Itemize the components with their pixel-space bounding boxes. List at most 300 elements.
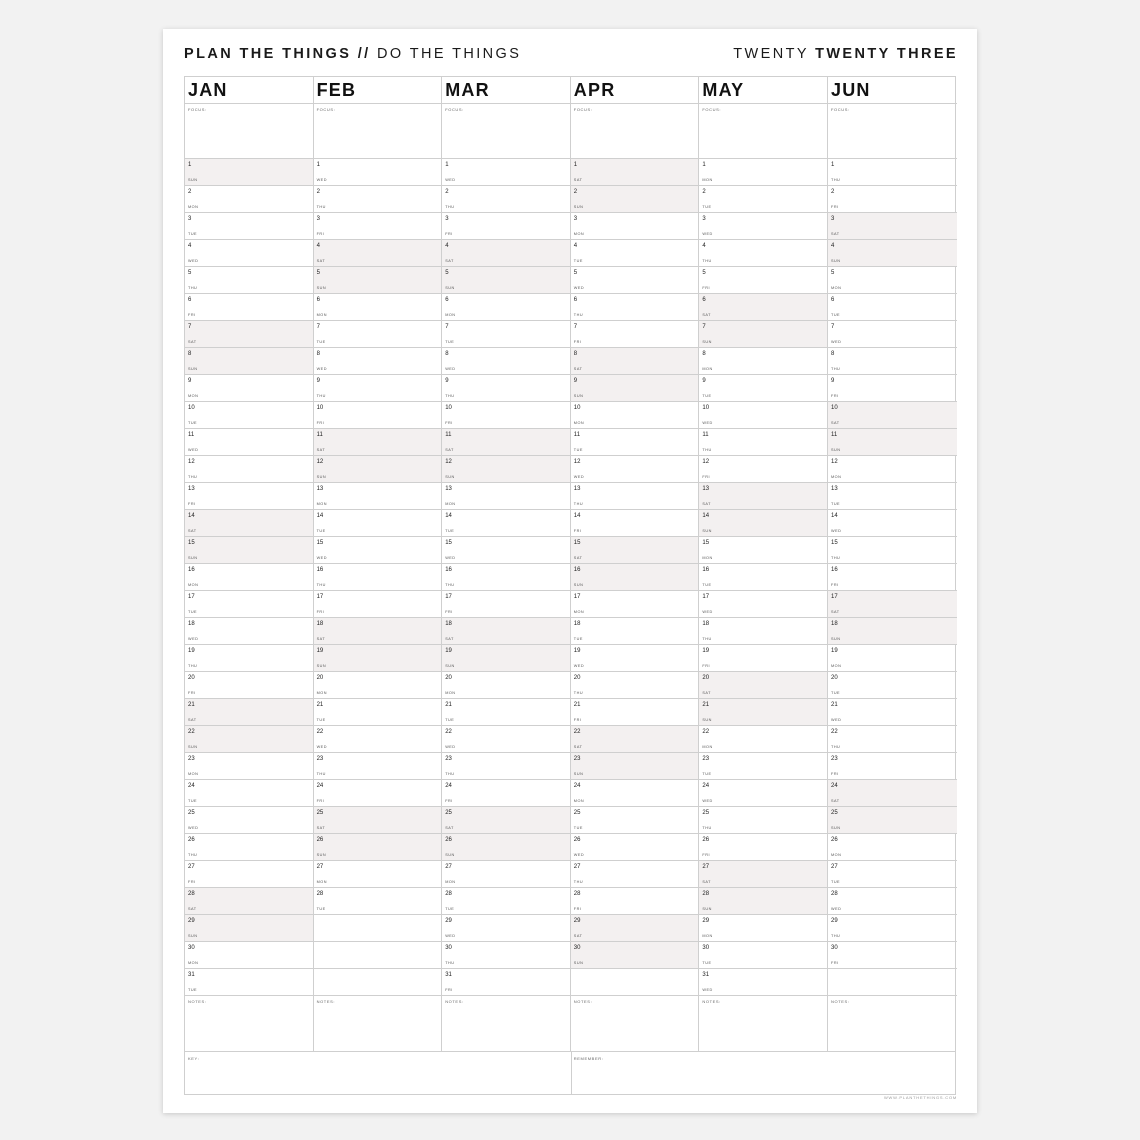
day-cell[interactable] [699, 752, 827, 779]
day-number: 19 [573, 648, 581, 654]
weekday-name: SAT [316, 448, 326, 452]
day-cell[interactable] [442, 887, 570, 914]
day-cell[interactable] [185, 347, 313, 374]
day-cell[interactable] [828, 401, 957, 428]
planner-title [184, 46, 521, 62]
day-cell[interactable] [314, 941, 442, 968]
day-number: 4 [188, 243, 192, 249]
weekday-name: TUE [702, 205, 712, 209]
day-cell[interactable] [828, 239, 957, 266]
day-number: 3 [445, 216, 449, 222]
weekday-name: MON [831, 286, 842, 290]
day-number: 25 [316, 810, 324, 816]
weekday-name: THU [702, 448, 712, 452]
day-cell[interactable] [699, 401, 827, 428]
day-cell[interactable] [699, 266, 827, 293]
weekday-name: SUN [316, 853, 327, 857]
day-cell[interactable] [699, 347, 827, 374]
day-cell[interactable] [442, 482, 570, 509]
day-cell[interactable] [442, 212, 570, 239]
day-cell[interactable] [828, 860, 957, 887]
day-cell[interactable] [699, 860, 827, 887]
weekday-name: WED [831, 907, 842, 911]
day-cell[interactable] [314, 482, 442, 509]
weekday-name: THU [573, 313, 584, 317]
day-cell[interactable] [185, 212, 313, 239]
weekday-name: MON [316, 880, 327, 884]
day-cell[interactable] [442, 374, 570, 401]
day-cell[interactable] [828, 644, 957, 671]
day-cell[interactable] [571, 914, 699, 941]
weekday-name: WED [316, 178, 327, 182]
day-cell[interactable] [828, 374, 957, 401]
day-cell[interactable] [828, 833, 957, 860]
day-number: 4 [573, 243, 578, 249]
day-number: 14 [573, 513, 581, 519]
day-number: 12 [188, 459, 195, 465]
day-cell[interactable] [571, 833, 699, 860]
day-number: 6 [702, 297, 706, 303]
day-cell[interactable] [699, 158, 827, 185]
weekday-name: FRI [316, 799, 325, 803]
day-cell[interactable] [314, 779, 442, 806]
weekday-name: SAT [831, 610, 840, 614]
day-cell[interactable] [185, 374, 313, 401]
day-cell[interactable] [571, 536, 699, 563]
day-cell[interactable] [571, 644, 699, 671]
focus-label: FOCUS: [445, 107, 464, 112]
day-cell[interactable] [314, 860, 442, 887]
weekday-name: MON [702, 556, 713, 560]
day-cell[interactable] [828, 914, 957, 941]
day-cell[interactable] [185, 455, 313, 482]
day-cell[interactable] [699, 563, 827, 590]
day-cell[interactable] [314, 455, 442, 482]
day-number: 13 [316, 486, 324, 492]
divider [571, 995, 699, 996]
day-cell[interactable] [571, 860, 699, 887]
day-cell[interactable] [828, 266, 957, 293]
weekday-name: THU [831, 934, 841, 938]
month-column-apr [571, 77, 700, 1094]
day-cell[interactable] [828, 806, 957, 833]
day-number: 24 [316, 783, 324, 789]
day-cell[interactable] [571, 185, 699, 212]
day-cell[interactable] [314, 968, 442, 995]
day-cell[interactable] [185, 752, 313, 779]
day-cell[interactable] [442, 752, 570, 779]
weekday-name: THU [316, 205, 326, 209]
day-number: 9 [702, 378, 706, 384]
day-cell[interactable] [442, 239, 570, 266]
day-cell[interactable] [314, 401, 442, 428]
day-cell[interactable] [699, 590, 827, 617]
day-cell[interactable] [442, 563, 570, 590]
day-cell[interactable] [828, 887, 957, 914]
day-cell[interactable] [442, 509, 570, 536]
day-cell[interactable] [314, 428, 442, 455]
day-cell[interactable] [571, 401, 699, 428]
day-cell[interactable] [314, 752, 442, 779]
focus-label: FOCUS: [188, 107, 207, 112]
day-cell[interactable] [314, 806, 442, 833]
weekday-name: WED [316, 745, 327, 749]
day-cell[interactable] [699, 293, 827, 320]
weekday-name: SAT [831, 799, 840, 803]
day-cell[interactable] [442, 536, 570, 563]
day-cell[interactable] [442, 860, 570, 887]
weekday-name: MON [316, 313, 327, 317]
day-cell[interactable] [185, 833, 313, 860]
day-cell[interactable] [828, 482, 957, 509]
weekday-name: FRI [445, 988, 453, 992]
weekday-name: THU [316, 772, 326, 776]
day-cell[interactable] [185, 698, 313, 725]
day-number: 23 [702, 756, 710, 762]
day-cell[interactable] [828, 185, 957, 212]
weekday-name: MON [188, 583, 199, 587]
day-cell[interactable] [185, 860, 313, 887]
day-cell[interactable] [571, 968, 699, 995]
day-cell[interactable] [571, 698, 699, 725]
day-number: 1 [573, 162, 578, 168]
weekday-name: TUE [188, 799, 198, 803]
day-number: 6 [445, 297, 449, 303]
weekday-name: SAT [573, 367, 583, 371]
day-number: 29 [188, 918, 195, 924]
day-number: 22 [445, 729, 452, 735]
weekday-name: MON [316, 691, 327, 695]
weekday-name: WED [573, 286, 585, 290]
day-number: 22 [831, 729, 838, 735]
day-number: 2 [573, 189, 578, 195]
day-cell[interactable] [442, 671, 570, 698]
day-cell[interactable] [699, 968, 827, 995]
day-cell[interactable] [185, 185, 313, 212]
day-cell[interactable] [185, 239, 313, 266]
day-cell[interactable] [828, 509, 957, 536]
day-cell[interactable] [185, 266, 313, 293]
day-cell[interactable] [185, 293, 313, 320]
weekday-name: SAT [702, 880, 711, 884]
day-cell[interactable] [442, 266, 570, 293]
day-number: 29 [831, 918, 838, 924]
day-number: 15 [445, 540, 452, 546]
day-cell[interactable] [828, 590, 957, 617]
day-cell[interactable] [185, 941, 313, 968]
day-cell[interactable] [442, 293, 570, 320]
focus-label: FOCUS: [831, 107, 850, 112]
weekday-name: THU [702, 826, 712, 830]
day-cell[interactable] [571, 725, 699, 752]
day-cell[interactable] [571, 212, 699, 239]
day-number: 21 [316, 702, 324, 708]
day-number: 7 [445, 324, 449, 330]
day-number: 2 [445, 189, 449, 195]
day-cell[interactable] [699, 779, 827, 806]
day-cell[interactable] [314, 158, 442, 185]
day-cell[interactable] [699, 887, 827, 914]
day-cell[interactable] [185, 509, 313, 536]
day-cell[interactable] [699, 320, 827, 347]
day-cell[interactable] [828, 536, 957, 563]
day-cell[interactable] [828, 752, 957, 779]
day-number: 11 [316, 432, 323, 438]
weekday-name: WED [188, 448, 199, 452]
day-cell[interactable] [314, 725, 442, 752]
day-cell[interactable] [571, 779, 699, 806]
day-number: 18 [445, 621, 452, 627]
day-number: 3 [573, 216, 578, 222]
weekday-name: MON [702, 934, 713, 938]
weekday-name: TUE [573, 448, 583, 452]
weekday-name: THU [316, 394, 326, 398]
title-bold: PLAN THE THINGS // [184, 46, 371, 62]
day-cell[interactable] [314, 671, 442, 698]
day-cell[interactable] [442, 320, 570, 347]
weekday-name: SUN [573, 961, 584, 965]
day-cell[interactable] [185, 401, 313, 428]
day-cell[interactable] [314, 833, 442, 860]
day-cell[interactable] [442, 725, 570, 752]
day-cell[interactable] [442, 590, 570, 617]
day-number: 30 [831, 945, 838, 951]
weekday-name: SUN [702, 718, 712, 722]
day-cell[interactable] [571, 482, 699, 509]
day-cell[interactable] [442, 644, 570, 671]
day-cell[interactable] [314, 347, 442, 374]
day-cell[interactable] [699, 806, 827, 833]
weekday-name: MON [573, 610, 585, 614]
day-cell[interactable] [699, 455, 827, 482]
day-cell[interactable] [828, 212, 957, 239]
day-cell[interactable] [442, 968, 570, 995]
day-cell[interactable] [442, 698, 570, 725]
day-cell[interactable] [571, 266, 699, 293]
day-cell[interactable] [185, 968, 313, 995]
day-number: 28 [702, 891, 710, 897]
day-cell[interactable] [185, 725, 313, 752]
weekday-name: MON [316, 502, 327, 506]
day-cell[interactable] [571, 563, 699, 590]
day-cell[interactable] [828, 428, 957, 455]
weekday-name: WED [445, 556, 456, 560]
day-number: 19 [702, 648, 710, 654]
day-cell[interactable] [314, 563, 442, 590]
day-cell[interactable] [699, 536, 827, 563]
weekday-name: SAT [573, 178, 583, 182]
day-number: 14 [188, 513, 195, 519]
day-cell[interactable] [828, 320, 957, 347]
day-cell[interactable] [185, 671, 313, 698]
day-cell[interactable] [314, 590, 442, 617]
divider [442, 995, 570, 996]
day-cell[interactable] [314, 185, 442, 212]
day-number: 21 [702, 702, 710, 708]
day-cell[interactable] [442, 401, 570, 428]
day-cell[interactable] [571, 806, 699, 833]
day-number: 15 [188, 540, 195, 546]
weekday-name: MON [445, 880, 456, 884]
day-cell[interactable] [314, 509, 442, 536]
day-cell[interactable] [571, 941, 699, 968]
day-cell[interactable] [442, 806, 570, 833]
day-cell[interactable] [185, 320, 313, 347]
weekday-name: MON [445, 691, 456, 695]
day-cell[interactable] [185, 617, 313, 644]
day-cell[interactable] [571, 293, 699, 320]
day-cell[interactable] [828, 725, 957, 752]
day-cell[interactable] [571, 752, 699, 779]
day-cell[interactable] [571, 590, 699, 617]
weekday-name: SAT [188, 340, 197, 344]
day-cell[interactable] [699, 671, 827, 698]
day-cell[interactable] [314, 914, 442, 941]
day-cell[interactable] [185, 779, 313, 806]
day-number: 3 [831, 216, 835, 222]
day-cell[interactable] [185, 914, 313, 941]
day-cell[interactable] [314, 887, 442, 914]
weekday-name: THU [445, 394, 455, 398]
day-cell[interactable] [571, 617, 699, 644]
day-cell[interactable] [699, 239, 827, 266]
day-cell[interactable] [185, 158, 313, 185]
day-cell[interactable] [699, 185, 827, 212]
day-cell[interactable] [699, 428, 827, 455]
day-cell[interactable] [571, 887, 699, 914]
weekday-name: SAT [188, 907, 197, 911]
day-cell[interactable] [442, 914, 570, 941]
day-cell[interactable] [314, 644, 442, 671]
day-cell[interactable] [314, 320, 442, 347]
day-cell[interactable] [699, 941, 827, 968]
day-cell[interactable] [185, 644, 313, 671]
day-cell[interactable] [828, 941, 957, 968]
day-cell[interactable] [828, 455, 957, 482]
day-cell[interactable] [571, 455, 699, 482]
day-cell[interactable] [828, 617, 957, 644]
day-cell[interactable] [571, 158, 699, 185]
day-cell[interactable] [314, 536, 442, 563]
day-cell[interactable] [571, 509, 699, 536]
month-name: JAN [188, 80, 228, 100]
day-cell[interactable] [442, 347, 570, 374]
day-cell[interactable] [314, 374, 442, 401]
day-cell[interactable] [699, 482, 827, 509]
day-cell[interactable] [442, 833, 570, 860]
day-cell[interactable] [314, 698, 442, 725]
day-number: 1 [316, 162, 320, 168]
day-cell[interactable] [442, 185, 570, 212]
day-number: 13 [445, 486, 452, 492]
day-number: 16 [831, 567, 838, 573]
day-cell[interactable] [571, 320, 699, 347]
weekday-name: WED [831, 529, 842, 533]
day-cell[interactable] [571, 428, 699, 455]
day-cell[interactable] [699, 725, 827, 752]
day-cell[interactable] [828, 158, 957, 185]
weekday-name: SUN [702, 340, 712, 344]
day-cell[interactable] [699, 914, 827, 941]
day-cell[interactable] [314, 212, 442, 239]
day-number: 1 [445, 162, 449, 168]
weekday-name: SAT [573, 934, 583, 938]
day-number: 8 [573, 351, 578, 357]
day-cell[interactable] [185, 590, 313, 617]
day-cell[interactable] [828, 347, 957, 374]
weekday-name: THU [445, 961, 455, 965]
day-number: 8 [316, 351, 320, 357]
day-number: 23 [188, 756, 195, 762]
day-cell[interactable] [442, 941, 570, 968]
day-cell[interactable] [185, 563, 313, 590]
day-cell[interactable] [828, 698, 957, 725]
day-cell[interactable] [571, 347, 699, 374]
weekday-name: WED [188, 637, 199, 641]
day-cell[interactable] [185, 482, 313, 509]
day-number: 17 [316, 594, 324, 600]
weekday-name: SUN [188, 934, 198, 938]
notes-label: NOTES: [445, 999, 464, 1004]
day-cell[interactable] [699, 509, 827, 536]
day-cell[interactable] [185, 536, 313, 563]
day-number: 25 [188, 810, 195, 816]
day-number: 24 [831, 783, 838, 789]
day-cell[interactable] [699, 644, 827, 671]
day-cell[interactable] [571, 671, 699, 698]
weekday-name: MON [702, 367, 713, 371]
day-cell[interactable] [185, 806, 313, 833]
day-cell[interactable] [442, 617, 570, 644]
day-cell[interactable] [828, 563, 957, 590]
day-cell[interactable] [828, 968, 957, 995]
day-number: 26 [831, 837, 838, 843]
weekday-name: SAT [702, 691, 711, 695]
day-number: 19 [316, 648, 324, 654]
day-cell[interactable] [828, 671, 957, 698]
day-number: 21 [831, 702, 838, 708]
day-cell[interactable] [571, 374, 699, 401]
day-number: 10 [831, 405, 838, 411]
day-cell[interactable] [571, 239, 699, 266]
weekday-name: TUE [188, 988, 198, 992]
day-cell[interactable] [699, 833, 827, 860]
day-number: 27 [831, 864, 838, 870]
day-cell[interactable] [699, 212, 827, 239]
day-cell[interactable] [185, 428, 313, 455]
day-cell[interactable] [828, 779, 957, 806]
weekday-name: FRI [702, 286, 711, 290]
day-cell[interactable] [314, 239, 442, 266]
day-cell[interactable] [442, 158, 570, 185]
day-cell[interactable] [185, 887, 313, 914]
day-cell[interactable] [699, 617, 827, 644]
weekday-name: SAT [188, 529, 197, 533]
month-column-mar [442, 77, 571, 1094]
day-cell[interactable] [442, 779, 570, 806]
day-cell[interactable] [442, 428, 570, 455]
day-cell[interactable] [314, 617, 442, 644]
weekday-name: WED [188, 259, 199, 263]
day-cell[interactable] [699, 374, 827, 401]
weekday-name: WED [316, 556, 327, 560]
day-cell[interactable] [828, 293, 957, 320]
day-cell[interactable] [314, 266, 442, 293]
day-cell[interactable] [442, 455, 570, 482]
day-number: 31 [445, 972, 452, 978]
day-cell[interactable] [699, 698, 827, 725]
day-cell[interactable] [314, 293, 442, 320]
